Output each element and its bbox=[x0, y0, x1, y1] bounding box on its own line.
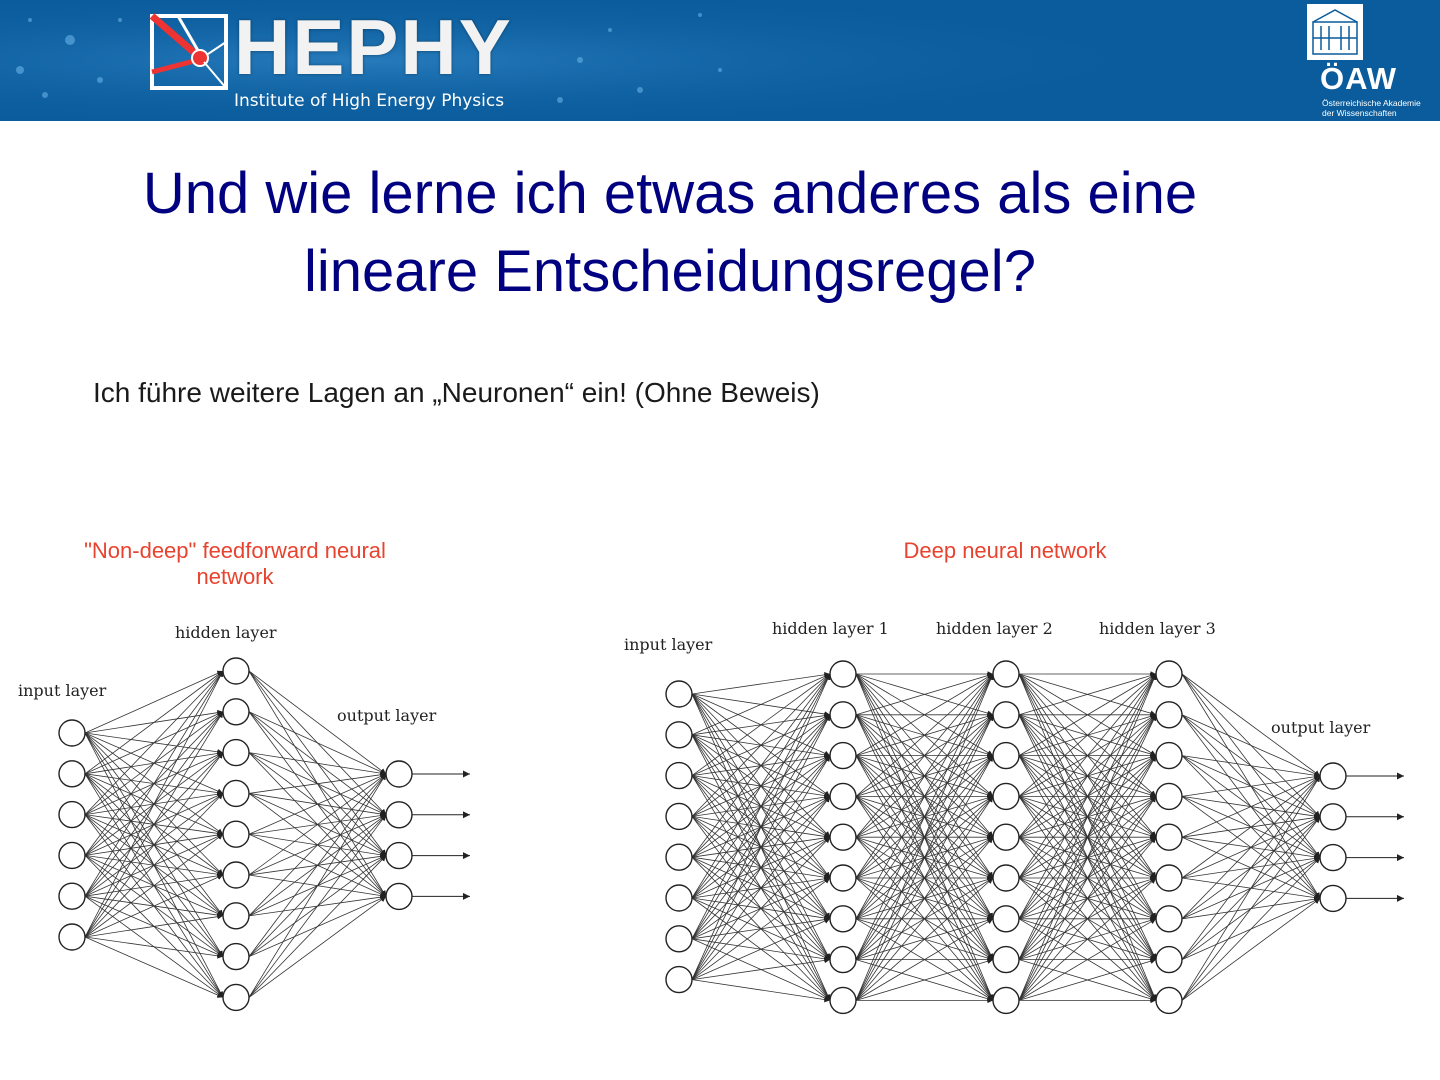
shallow-edge bbox=[85, 793, 223, 937]
deep-neuron-layer-4 bbox=[1156, 824, 1182, 850]
deep-neuron-layer-2 bbox=[830, 661, 856, 687]
shallow-neuron-layer-3 bbox=[386, 761, 412, 787]
shallow-neuron-layer-1 bbox=[59, 802, 85, 828]
deep-neuron-layer-4 bbox=[1156, 702, 1182, 728]
deep-neuron-layer-1 bbox=[666, 803, 692, 829]
shallow-neuron-layer-2 bbox=[223, 658, 249, 684]
shallow-hidden-label: hidden layer bbox=[175, 623, 277, 642]
shallow-edge bbox=[85, 671, 223, 937]
shallow-neuron-layer-1 bbox=[59, 842, 85, 868]
deep-hidden3-label: hidden layer 3 bbox=[1099, 619, 1216, 638]
deep-neuron-layer-2 bbox=[830, 783, 856, 809]
deep-neuron-layer-4 bbox=[1156, 906, 1182, 932]
deep-neuron-layer-1 bbox=[666, 967, 692, 993]
shallow-neuron-layer-2 bbox=[223, 780, 249, 806]
deep-neuron-layer-1 bbox=[666, 722, 692, 748]
deep-network-title: Deep neural network bbox=[903, 538, 1107, 563]
shallow-edge bbox=[85, 937, 223, 997]
shallow-edge bbox=[249, 774, 386, 916]
deep-neuron-layer-3 bbox=[993, 865, 1019, 891]
deep-neuron-layer-4 bbox=[1156, 865, 1182, 891]
deep-edge bbox=[692, 674, 830, 776]
deep-neuron-layer-3 bbox=[993, 824, 1019, 850]
logo-subtitle: Institute of High Energy Physics bbox=[234, 91, 505, 111]
deep-neuron-layer-4 bbox=[1156, 987, 1182, 1013]
deep-edge bbox=[1182, 776, 1320, 837]
deep-edge bbox=[692, 980, 830, 1001]
shallow-input-label: input layer bbox=[18, 681, 107, 700]
deep-neuron-layer-2 bbox=[830, 702, 856, 728]
network-diagrams bbox=[0, 500, 1440, 1040]
deep-neuron-layer-3 bbox=[993, 783, 1019, 809]
shallow-edge bbox=[249, 856, 386, 998]
shallow-network-title: "Non-deep" feedforward neural network bbox=[84, 538, 386, 589]
deep-neuron-layer-5 bbox=[1320, 845, 1346, 871]
deep-edge bbox=[692, 715, 830, 980]
deep-neuron-layer-1 bbox=[666, 926, 692, 952]
shallow-edge bbox=[85, 937, 223, 957]
logo-title: HEPHY bbox=[234, 3, 513, 91]
shallow-edge bbox=[85, 671, 223, 896]
shallow-edge bbox=[249, 896, 386, 997]
deep-neuron-layer-2 bbox=[830, 743, 856, 769]
deep-edge bbox=[692, 756, 830, 980]
deep-edge bbox=[1182, 776, 1320, 878]
deep-neuron-layer-4 bbox=[1156, 743, 1182, 769]
deep-neuron-layer-2 bbox=[830, 987, 856, 1013]
deep-neuron-layer-3 bbox=[993, 906, 1019, 932]
academy-building-icon bbox=[1307, 4, 1363, 60]
shallow-output-label: output layer bbox=[337, 706, 437, 725]
deep-neuron-layer-5 bbox=[1320, 763, 1346, 789]
shallow-neuron-layer-1 bbox=[59, 761, 85, 787]
deep-edge bbox=[692, 674, 830, 898]
shallow-edge bbox=[249, 774, 386, 793]
deep-edge bbox=[692, 674, 830, 939]
shallow-edge bbox=[249, 774, 386, 997]
deep-neuron-layer-4 bbox=[1156, 661, 1182, 687]
hephy-logo bbox=[146, 3, 566, 118]
shallow-neuron-layer-3 bbox=[386, 883, 412, 909]
deep-neuron-layer-3 bbox=[993, 743, 1019, 769]
deep-neuron-layer-4 bbox=[1156, 783, 1182, 809]
oaw-text: ÖAW bbox=[1320, 61, 1398, 96]
oaw-logo bbox=[1306, 3, 1434, 119]
shallow-neuron-layer-2 bbox=[223, 903, 249, 929]
deep-edge bbox=[1182, 898, 1320, 1000]
deep-neuron-layer-5 bbox=[1320, 885, 1346, 911]
deep-edge bbox=[692, 674, 830, 816]
deep-edge bbox=[692, 960, 830, 980]
deep-edge bbox=[692, 919, 830, 980]
deep-neuron-layer-3 bbox=[993, 987, 1019, 1013]
header-bar bbox=[0, 0, 1440, 121]
shallow-neuron-layer-3 bbox=[386, 843, 412, 869]
shallow-edge bbox=[249, 774, 386, 875]
deep-edge bbox=[692, 878, 830, 980]
deep-edge bbox=[692, 674, 830, 735]
deep-neuron-layer-3 bbox=[993, 661, 1019, 687]
shallow-edge bbox=[85, 753, 223, 937]
shallow-edge bbox=[85, 712, 223, 937]
deep-neuron-layer-1 bbox=[666, 844, 692, 870]
shallow-edge bbox=[249, 753, 386, 774]
shallow-neuron-layer-2 bbox=[223, 821, 249, 847]
deep-hidden2-label: hidden layer 2 bbox=[936, 619, 1053, 638]
deep-neuron-layer-3 bbox=[993, 947, 1019, 973]
deep-edge bbox=[692, 674, 830, 694]
deep-edge bbox=[1182, 756, 1320, 776]
deep-edge bbox=[1182, 858, 1320, 1001]
oaw-subtitle: Österreichische Akademie der Wissenschaften bbox=[1322, 98, 1421, 118]
deep-neuron-layer-2 bbox=[830, 865, 856, 891]
shallow-neuron-layer-2 bbox=[223, 944, 249, 970]
hephy-logo-icon bbox=[148, 12, 230, 92]
shallow-edge bbox=[85, 875, 223, 937]
shallow-neuron-layer-1 bbox=[59, 924, 85, 950]
shallow-edge bbox=[249, 774, 386, 957]
deep-neuron-layer-2 bbox=[830, 824, 856, 850]
deep-neuron-layer-2 bbox=[830, 947, 856, 973]
deep-neuron-layer-1 bbox=[666, 885, 692, 911]
deep-edge bbox=[692, 674, 830, 980]
deep-neuron-layer-2 bbox=[830, 906, 856, 932]
deep-edge bbox=[692, 796, 830, 979]
shallow-neuron-layer-2 bbox=[223, 862, 249, 888]
shallow-neuron-layer-1 bbox=[59, 883, 85, 909]
shallow-edge bbox=[85, 834, 223, 937]
deep-edge bbox=[1182, 776, 1320, 1000]
deep-neuron-layer-1 bbox=[666, 763, 692, 789]
shallow-neuron-layer-1 bbox=[59, 720, 85, 746]
shallow-edge bbox=[249, 815, 386, 998]
deep-edge bbox=[1182, 817, 1320, 1001]
deep-edge bbox=[692, 674, 830, 857]
deep-edge bbox=[692, 837, 830, 979]
network-edges bbox=[85, 671, 1320, 1000]
slide-title: Und wie lerne ich etwas anderes als eine lineare Entscheidungsregel? bbox=[142, 161, 1198, 304]
deep-edge bbox=[1182, 776, 1320, 796]
shallow-edge bbox=[85, 916, 223, 937]
deep-neuron-layer-5 bbox=[1320, 804, 1346, 830]
deep-output-label: output layer bbox=[1271, 718, 1371, 737]
shallow-neuron-layer-2 bbox=[223, 740, 249, 766]
deep-edge bbox=[1182, 776, 1320, 919]
shallow-neuron-layer-2 bbox=[223, 699, 249, 725]
shallow-neuron-layer-2 bbox=[223, 984, 249, 1010]
shallow-neuron-layer-3 bbox=[386, 802, 412, 828]
slide-subtitle: Ich führe weitere Lagen an „Neuronen“ ein! (Ohne Beweis) bbox=[93, 377, 820, 408]
deep-neuron-layer-4 bbox=[1156, 947, 1182, 973]
deep-edge bbox=[1182, 776, 1320, 960]
deep-hidden1-label: hidden layer 1 bbox=[772, 619, 889, 638]
deep-input-label: input layer bbox=[624, 635, 713, 654]
deep-neuron-layer-3 bbox=[993, 702, 1019, 728]
deep-neuron-layer-1 bbox=[666, 681, 692, 707]
